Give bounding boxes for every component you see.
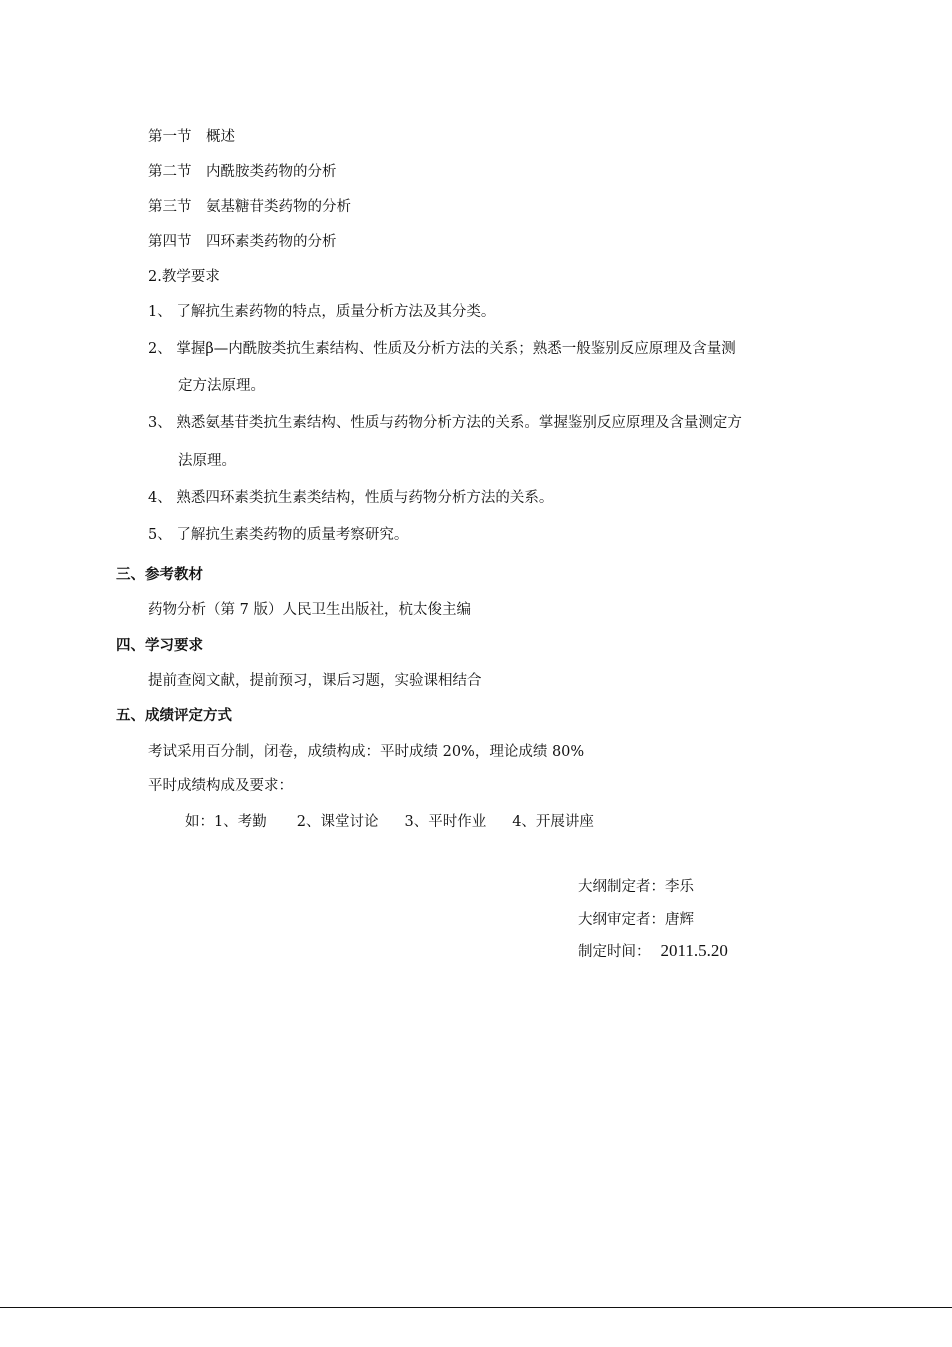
grading-item-3: 3、平时作业 [404, 814, 487, 830]
outline-date-label: 制定时间： [578, 944, 651, 960]
section-line-3: 第三节 氨基糖苷类药物的分析 [148, 199, 351, 215]
outline-maker: 大纲制定者：李乐 [578, 879, 694, 895]
requirement-item-5: 5、 了解抗生素类药物的质量考察研究。 [148, 527, 409, 543]
section-line-4: 第四节 四环素类药物的分析 [148, 234, 337, 250]
references-text: 药物分析（第 7 版）人民卫生出版社，杭太俊主编 [148, 602, 471, 618]
section-line-2: 第二节 内酰胺类药物的分析 [148, 164, 337, 180]
study-heading: 四、学习要求 [116, 638, 203, 654]
requirement-item-2-cont: 定方法原理。 [178, 378, 265, 394]
footer-divider [0, 1307, 952, 1308]
requirement-item-3-cont: 法原理。 [178, 453, 236, 469]
grading-heading: 五、成绩评定方式 [116, 708, 232, 724]
requirement-item-2: 2、 掌握β—内酰胺类抗生素结构、性质及分析方法的关系；熟悉一般鉴别反应原理及含量测 [148, 341, 736, 357]
grading-item-2: 2、课堂讨论 [296, 814, 379, 830]
requirement-item-3: 3、 熟悉氨基苷类抗生素结构、性质与药物分析方法的关系。掌握鉴别反应原理及含量测定方 [148, 415, 742, 431]
requirement-item-1: 1、 了解抗生素药物的特点，质量分析方法及其分类。 [148, 304, 496, 320]
grading-text: 考试采用百分制，闭卷，成绩构成：平时成绩 20%，理论成绩 80% [148, 744, 585, 760]
outline-date-value: 2011.5.20 [660, 941, 728, 960]
requirement-item-4: 4、 熟悉四环素类抗生素类结构，性质与药物分析方法的关系。 [148, 490, 554, 506]
grading-item-4: 4、开展讲座 [512, 814, 594, 830]
outline-date [578, 941, 728, 962]
references-heading: 三、参考教材 [116, 567, 203, 583]
section-line-1: 第一节 概述 [148, 129, 235, 145]
grading-item-1: 如：1、考勤 [185, 814, 267, 830]
outline-reviewer: 大纲审定者：唐辉 [578, 912, 694, 928]
study-text: 提前查阅文献，提前预习，课后习题，实验课相结合 [148, 673, 482, 689]
teaching-requirements-heading: 2.教学要求 [148, 269, 220, 285]
grading-items [185, 812, 594, 832]
grading-sub: 平时成绩构成及要求： [148, 778, 293, 794]
